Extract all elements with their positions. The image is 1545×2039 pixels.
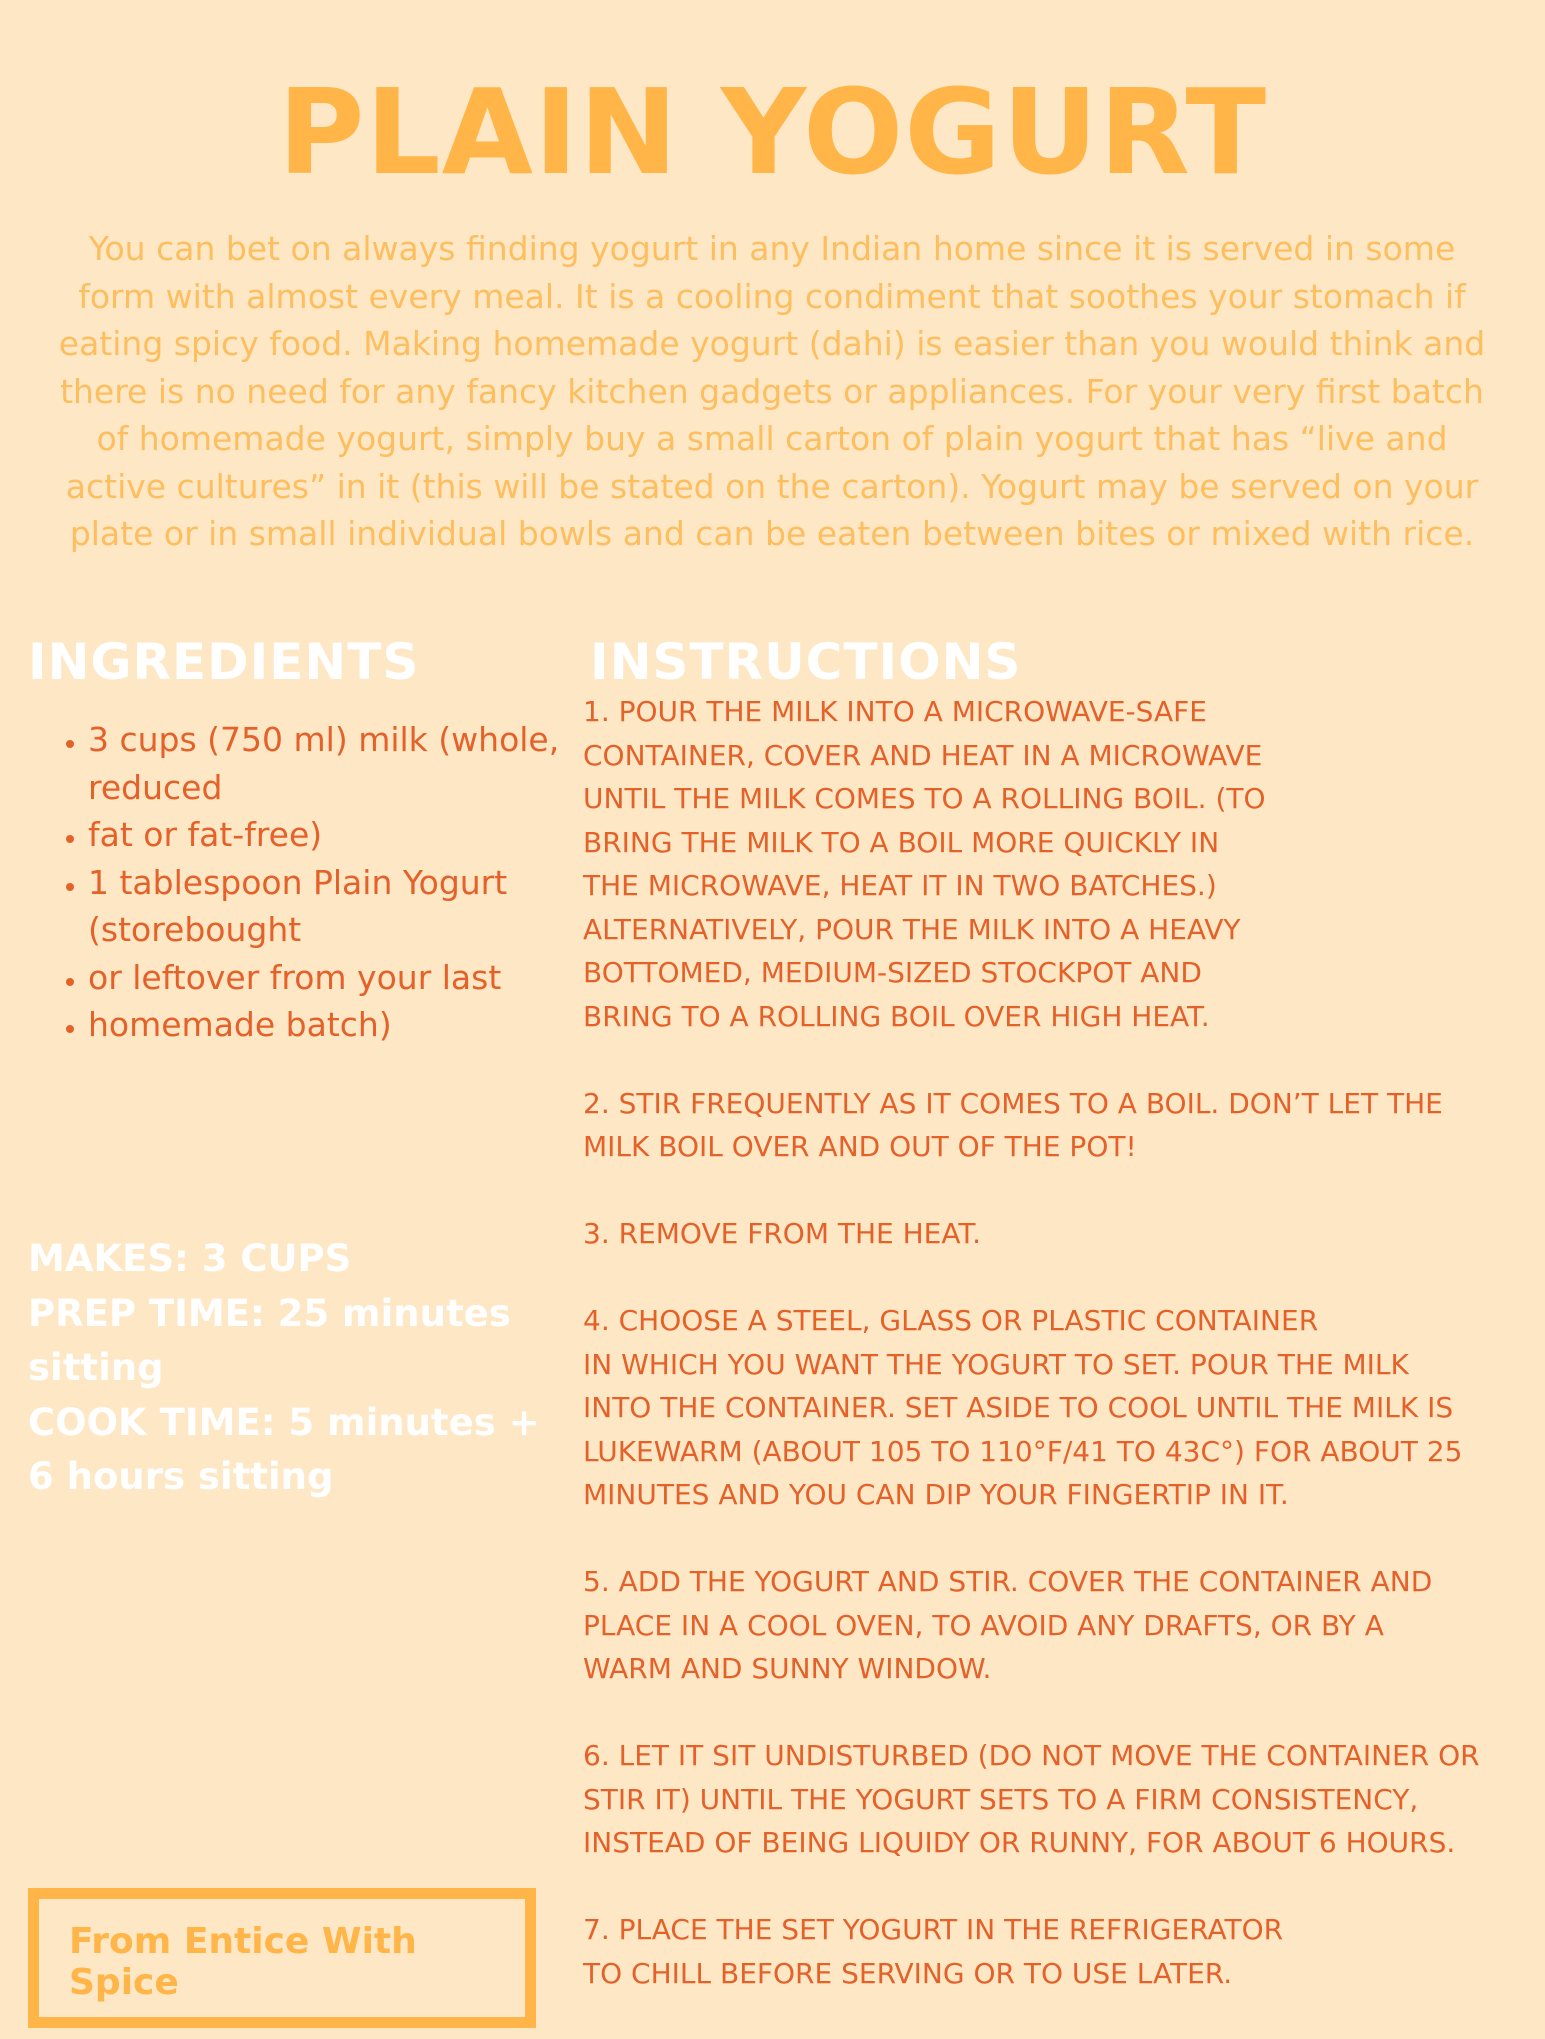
ingredient-item: • or leftover from your last (88, 954, 608, 1002)
prep-time-text: PREP TIME: 25 minutes sitting (28, 1291, 511, 1389)
makes-text: MAKES: 3 CUPS (28, 1237, 352, 1280)
ingredients-heading: INGREDIENTS (28, 633, 420, 691)
instruction-step: 1. POUR THE MILK INTO A MICROWAVE-SAFE CONTAINER, COVER AND HEAT IN A MICROWAVE UNTIL THE MILK COMES TO A ROLLING BOIL. (TO BRING THE MILK TO A BOIL MORE QUICKLY IN THE MICROWAVE, HEAT IT IN TWO BATCHES.) ALTERNATIVELY, POUR THE MILK INTO A HEAVY BOTTOMED, MEDIUM-SIZED STOCKPOT AND BRING TO A ROLLING BOIL OVER HIGH HEAT. (583, 695, 1266, 1033)
recipe-title: PLAIN YOGURT (277, 63, 1267, 201)
recipe-meta (28, 1232, 548, 1505)
source-box (28, 1888, 536, 2028)
instruction-step: 5. ADD THE YOGURT AND STIR. COVER THE CONTAINER AND PLACE IN A COOL OVEN, TO AVOID ANY DRAFTS, OR BY A WARM AND SUNNY WINDOW. (583, 1565, 1433, 1685)
ingredient-item: • 3 cups (750 ml) milk (whole, reduced (88, 716, 608, 811)
ingredients-list (44, 716, 608, 1049)
instructions-list (583, 690, 1543, 2039)
instruction-step: 4. CHOOSE A STEEL, GLASS OR PLASTIC CONTAINER IN WHICH YOU WANT THE YOGURT TO SET. POUR THE MILK INTO THE CONTAINER. SET ASIDE TO COOL UNTIL THE MILK IS LUKEWARM (ABOUT 105 TO 110°F/41 TO 43C°) FOR ABOUT 25 MINUTES AND YOU CAN DIP YOUR FINGERTIP IN IT. (583, 1304, 1463, 1511)
recipe-intro: You can bet on always finding yogurt in any Indian home since it is served in some form with almost every meal. It is a cooling condiment that soothes your stomach if eating spicy food. Making homemade yogurt (dahi) is easier than you would think and there is no need for any fancy kitchen gadgets or appliances. For your very first batch of homemade yogurt, simply buy a small carton of plain yogurt that has “live and active cultures” in it (this will be stated on the carton). Yogurt may be served on your plate or in small individual bowls and can be eaten between bites or mixed with rice. (58, 229, 1486, 553)
ingredient-item: • 1 tablespoon Plain Yogurt (storebought (88, 859, 608, 954)
instruction-step: 6. LET IT SIT UNDISTURBED (DO NOT MOVE THE CONTAINER OR STIR IT) UNTIL THE YOGURT SETS TO A FIRM CONSISTENCY, INSTEAD OF BEING LIQUIDY OR RUNNY, FOR ABOUT 6 HOURS. (583, 1739, 1480, 1859)
instruction-step: 7. PLACE THE SET YOGURT IN THE REFRIGERATOR TO CHILL BEFORE SERVING OR TO USE LATER. (583, 1913, 1284, 1990)
source-text: From Entice With Spice (69, 1921, 417, 2003)
ingredient-item: • fat or fat-free) (88, 811, 608, 859)
cook-time-text: COOK TIME: 5 minutes + 6 hours sitting (28, 1400, 540, 1498)
instructions-heading: INSTRUCTIONS (590, 633, 1022, 691)
instruction-step: 3. REMOVE FROM THE HEAT. (583, 1217, 982, 1250)
ingredient-item: • homemade batch) (88, 1001, 608, 1049)
instruction-step: 2. STIR FREQUENTLY AS IT COMES TO A BOIL. DON’T LET THE MILK BOIL OVER AND OUT OF THE POT! (583, 1086, 1443, 1163)
